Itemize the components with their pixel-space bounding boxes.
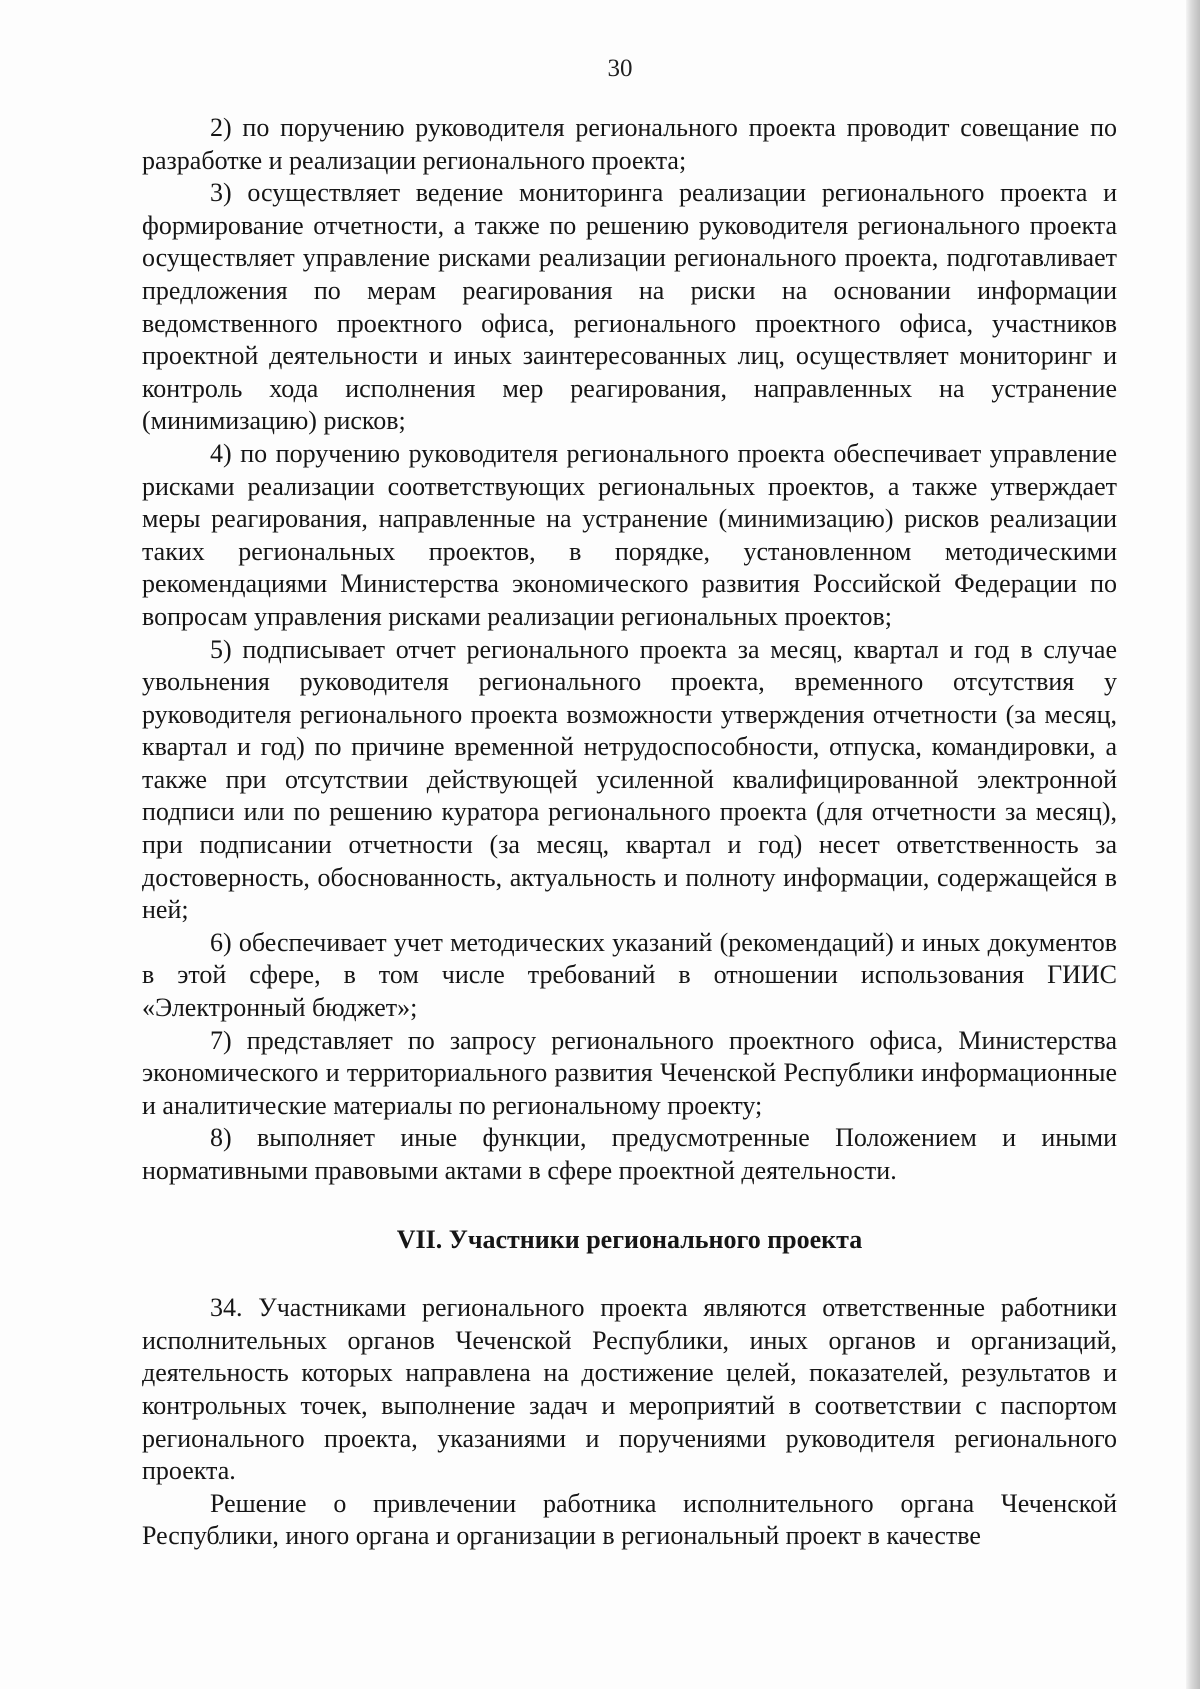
paragraph-item-3: 3) осуществляет ведение мониторинга реализации регионального проекта и формирование отчетности, а также по решению руководителя регионального проекта осуществляет управление рисками реализации регионального проекта, подготавливает предложения по мерам реагирования на риски на основании информации ведомственного проектного офиса, регионального проектного офиса, участников проектной деятельности и иных заинтересованных лиц, осуществляет мониторинг и контроль хода исполнения мер реагирования, направленных на устранение (минимизацию) рисков; <box>142 178 1117 436</box>
paragraph-item-6: 6) обеспечивает учет методических указаний (рекомендаций) и иных документов в этой сфере, в том числе требований в отношении использования ГИИС «Электронный бюджет»; <box>142 927 1117 1023</box>
paragraph-item-7: 7) представляет по запросу регионального проектного офиса, Министерства экономического и территориального развития Чеченской Республики информационные и аналитические материалы по региональному проекту; <box>142 1025 1117 1120</box>
paragraph-decision: Решение о привлечении работника исполнительного органа Чеченской Республики, иного органа и организации в региональный проект в качестве <box>142 1488 1117 1551</box>
document-body <box>142 112 1117 1553</box>
page-number: 30 <box>607 55 633 82</box>
paragraph-item-8: 8) выполняет иные функции, предусмотренные Положением и иными нормативными правовыми актами в сфере проектной деятельности. <box>142 1123 1117 1185</box>
section-heading: VII. Участники регионального проекта <box>396 1224 863 1254</box>
paragraph-34: 34. Участниками регионального проекта являются ответственные работники исполнительных органов Чеченской Республики, иных органов и организаций, деятельность которых направлена на достижение целей, показателей, результатов и контрольных точек, выполнение задач и мероприятий в соответствии с паспортом регионального проекта, указаниями и поручениями руководителя регионального проекта. <box>142 1293 1117 1486</box>
paragraph-item-5: 5) подписывает отчет регионального проекта за месяц, квартал и год в случае увольнения руководителя регионального проекта, временного отсутствия у руководителя регионального проекта возможности утверждения отчетности (за месяц, квартал и год) по причине временной нетрудоспособности, отпуска, командировки, а также при отсутствии действующей усиленной квалифицированной электронной подписи или по решению куратора регионального проекта (для отчетности за месяц), при подписании отчетности (за месяц, квартал и год) несет ответственность за достоверность, обоснованность, актуальность и полноту информации, содержащейся в ней; <box>142 634 1117 925</box>
page-edge-shadow <box>1186 0 1200 1689</box>
paragraph-item-2: 2) по поручению руководителя регионального проекта проводит совещание по разработке и реализации регионального проекта; <box>142 113 1117 175</box>
paragraph-item-4: 4) по поручению руководителя регионального проекта обеспечивает управление рисками реализации соответствующих региональных проектов, а также утверждает меры реагирования, направленные на устранение (минимизацию) рисков реализации таких региональных проектов, в порядке, установленном методическими рекомендациями Министерства экономического развития Российской Федерации по вопросам управления рисками реализации региональных проектов; <box>142 438 1117 631</box>
